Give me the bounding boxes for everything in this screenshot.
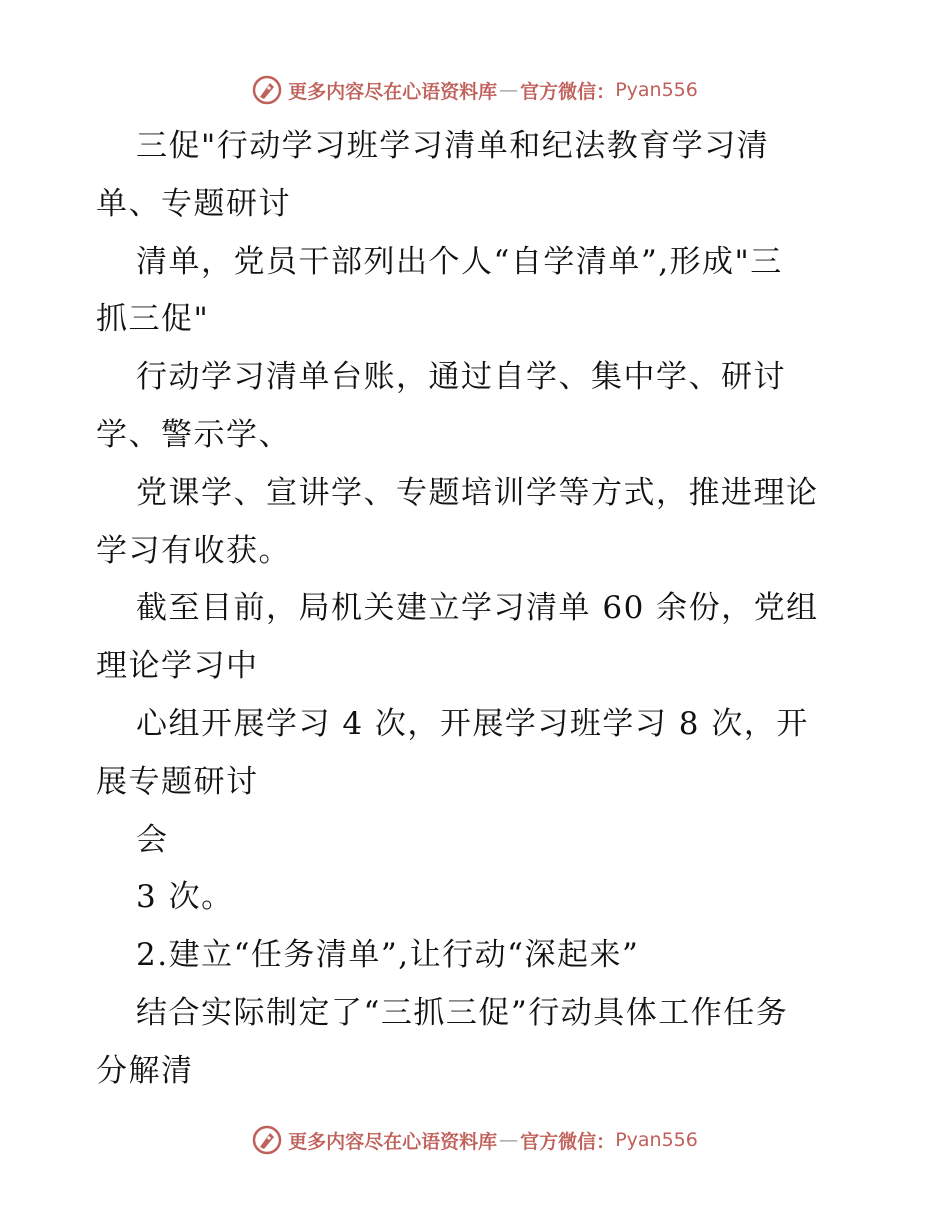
text-line: 展专题研讨 (96, 763, 259, 800)
text-line: 清单，党员干部列出个人“自学清单”,形成"三 (136, 243, 783, 280)
banner-site-text: 更多内容尽在心语资料库 (288, 1130, 498, 1153)
footer-banner (0, 1120, 950, 1160)
document-body (96, 118, 856, 1101)
text-line: 行动学习清单台账，通过自学、集中学、研讨 (136, 359, 786, 396)
pen-nib-logo-icon (252, 1125, 282, 1155)
text-line: 学习有收获。 (96, 532, 291, 569)
text-line: 会 (136, 821, 169, 858)
text-line: 心组开展学习 4 次，开展学习班学习 8 次，开 (136, 705, 809, 742)
pen-nib-logo-icon (252, 75, 282, 105)
banner-separator: — (499, 1129, 519, 1151)
header-banner (0, 70, 950, 110)
text-line: 截至目前，局机关建立学习清单 60 余份，党组 (136, 590, 819, 627)
text-line: 抓三促" (96, 301, 210, 338)
text-line: 三促"行动学习班学习清单和纪法教育学习清 (136, 128, 770, 164)
text-line: 理论学习中 (96, 648, 259, 685)
text-line: 结合实际制定了“三抓三促”行动具体工作任务 (136, 994, 789, 1031)
banner-wechat-id: Pyan556 (615, 1129, 698, 1151)
text-line: 党课学、宣讲学、专题培训学等方式，推进理论 (136, 474, 819, 511)
banner-separator: — (499, 79, 519, 101)
banner-site-text: 更多内容尽在心语资料库 (288, 80, 498, 103)
text-line: 单、专题研讨 (96, 185, 291, 222)
banner-wechat-id: Pyan556 (615, 79, 698, 101)
text-line: 学、警示学、 (96, 416, 291, 453)
text-line: 分解清 (96, 1052, 194, 1089)
banner-wechat-label: 官方微信： (520, 80, 616, 103)
text-line: 3 次。 (136, 879, 234, 916)
banner-wechat-label: 官方微信： (520, 1130, 616, 1153)
text-line: 2.建立“任务清单”,让行动“深起来” (136, 937, 640, 974)
